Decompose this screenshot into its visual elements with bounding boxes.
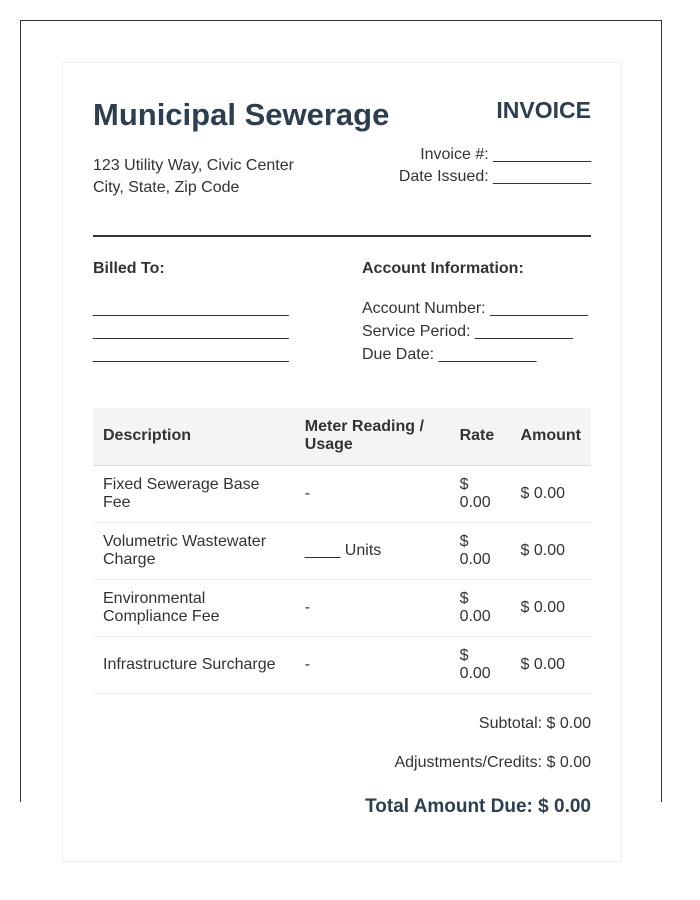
row-description: Environmental Compliance Fee: [93, 579, 295, 636]
row-description: Fixed Sewerage Base Fee: [93, 465, 295, 522]
column-header-rate: Rate: [450, 408, 511, 465]
row-amount: $ 0.00: [511, 636, 591, 693]
billed-to-line: ______________________: [93, 300, 289, 317]
billed-to-heading: Billed To:: [93, 260, 165, 277]
row-description: Infrastructure Surcharge: [93, 636, 295, 693]
row-description: Volumetric Wastewater Charge: [93, 522, 295, 579]
due-date: Due Date: ___________: [362, 346, 537, 363]
row-rate: $ 0.00: [450, 579, 511, 636]
column-header-description: Description: [93, 408, 295, 465]
table-row: [93, 636, 591, 693]
table-row: [93, 522, 591, 579]
table-row: [93, 579, 591, 636]
billed-to-line: ______________________: [93, 346, 289, 363]
company-name: Municipal Sewerage: [93, 97, 390, 132]
row-meter: -: [295, 636, 450, 693]
account-number: Account Number: ___________: [362, 300, 588, 317]
billed-to-lines: [93, 297, 353, 366]
company-address: [93, 155, 294, 199]
billed-to-section: [93, 259, 353, 366]
invoice-number: Invoice #: ___________: [420, 146, 591, 163]
account-info-lines: [362, 297, 602, 366]
document-viewport: [20, 20, 662, 817]
invoice-title: INVOICE: [496, 97, 591, 123]
column-header-meter: Meter Reading / Usage: [295, 408, 450, 465]
row-amount: $ 0.00: [511, 465, 591, 522]
charges-table: [93, 408, 591, 694]
row-meter: ____ Units: [295, 522, 450, 579]
column-header-amount: Amount: [511, 408, 591, 465]
total-amount-due: Total Amount Due: $ 0.00: [365, 796, 591, 817]
account-info-heading: Account Information:: [362, 260, 524, 277]
billed-to-line: ______________________: [93, 323, 289, 340]
row-amount: $ 0.00: [511, 579, 591, 636]
table-header-row: [93, 408, 591, 465]
invoice-page: [62, 62, 622, 862]
invoice-meta: [399, 144, 591, 188]
row-rate: $ 0.00: [450, 465, 511, 522]
row-meter: -: [295, 465, 450, 522]
address-line-1: 123 Utility Way, Civic Center: [93, 157, 294, 174]
row-meter: -: [295, 579, 450, 636]
subtotal: Subtotal: $ 0.00: [478, 715, 591, 732]
address-line-2: City, State, Zip Code: [93, 179, 240, 196]
account-info-section: [362, 259, 602, 366]
date-issued: Date Issued: ___________: [398, 168, 591, 185]
row-amount: $ 0.00: [511, 522, 591, 579]
header-divider: [93, 235, 591, 237]
table-row: [93, 465, 591, 522]
service-period: Service Period: ___________: [362, 323, 573, 340]
adjustments-credits: Adjustments/Credits: $ 0.00: [394, 754, 591, 771]
row-rate: $ 0.00: [450, 636, 511, 693]
row-rate: $ 0.00: [450, 522, 511, 579]
